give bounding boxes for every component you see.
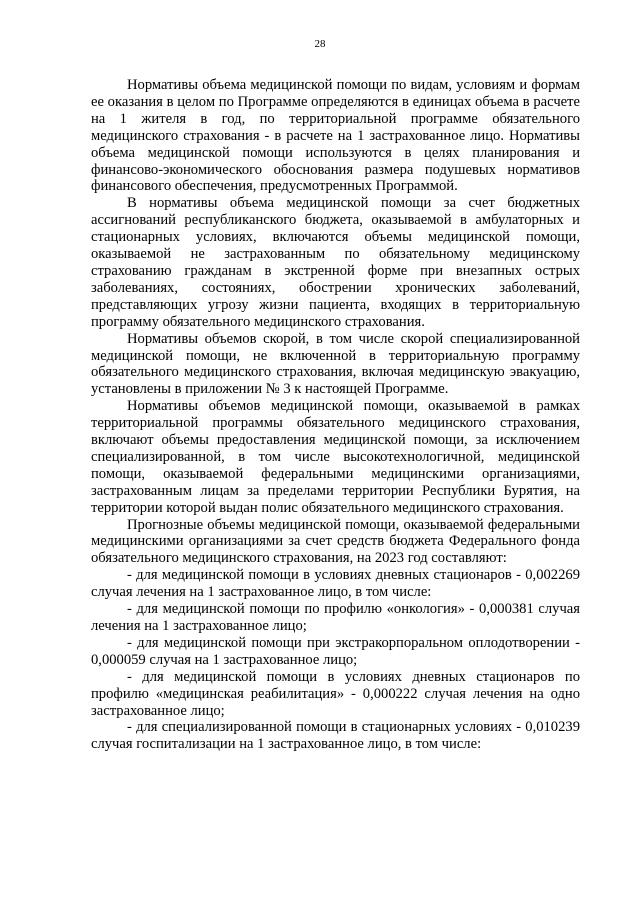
list-item-ivf: - для медицинской помощи при экстракорпоральном оплодотворении - 0,000059 случая на 1 застрахованное лицо; xyxy=(91,634,580,668)
list-item-rehabilitation: - для медицинской помощи в условиях дневных стационаров по профилю «медицинская реабилитация» - 0,000222 случая лечения на одно застрахованное лицо; xyxy=(91,668,580,719)
paragraph-territorial-program: Нормативы объемов медицинской помощи, оказываемой в рамках территориальной программы обязательного медицинского страхования, включают объемы предоставления медицинской помощи, за исключением специализированной, в том числе высокотехнологичной, медицинской помощи, оказываемой федеральными медицинскими организациями, застрахованным лицам за пределами территории Республики Бурятия, на территории которой выдан полис обязательного медицинского страхования. xyxy=(91,398,580,516)
paragraph-emergency-care: Нормативы объемов скорой, в том числе скорой специализированной медицинской помощи, не включенной в территориальную программу обязательного медицинского страхования, включая медицинскую эвакуацию, установлены в приложении № 3 к настоящей Программе. xyxy=(91,330,580,398)
paragraph-volume-norms: Нормативы объема медицинской помощи по видам, условиям и формам ее оказания в целом по Программе определяются в единицах объема в расчете на 1 жителя в год, по территориальной программе обязательного медицинского страхования - в расчете на 1 застрахованное лицо. Нормативы объема медицинской помощи используются в целях планирования и финансово-экономического обоснования размера подушевых нормативов финансового обеспечения, предусмотренных Программой. xyxy=(91,77,580,195)
list-item-inpatient: - для специализированной помощи в стационарных условиях - 0,010239 случая госпитализации на 1 застрахованное лицо, в том числе: xyxy=(91,719,580,753)
page-number: 28 xyxy=(314,38,326,50)
list-item-day-hospital: - для медицинской помощи в условиях дневных стационаров - 0,002269 случая лечения на 1 застрахованное лицо, в том числе: xyxy=(91,567,580,601)
paragraph-budget-norms: В нормативы объема медицинской помощи за счет бюджетных ассигнований республиканского бюджета, оказываемой в амбулаторных и стационарных условиях, включаются объемы медицинской помощи, оказываемой не застрахованным по обязательному медицинскому страхованию гражданам в экстренной форме при внезапных острых заболеваниях, состояниях, обострении хронических заболеваний, представляющих угрозу жизни пациента, входящих в территориальную программу обязательного медицинского страхования. xyxy=(91,195,580,330)
list-item-oncology: - для медицинской помощи по профилю «онкология» - 0,000381 случая лечения на 1 застрахованное лицо; xyxy=(91,601,580,634)
document-body xyxy=(91,77,580,753)
paragraph-forecast-volumes: Прогнозные объемы медицинской помощи, оказываемой федеральными медицинскими организациями за счет средств бюджета Федерального фонда обязательного медицинского страхования, на 2023 год составляют: xyxy=(91,516,580,567)
